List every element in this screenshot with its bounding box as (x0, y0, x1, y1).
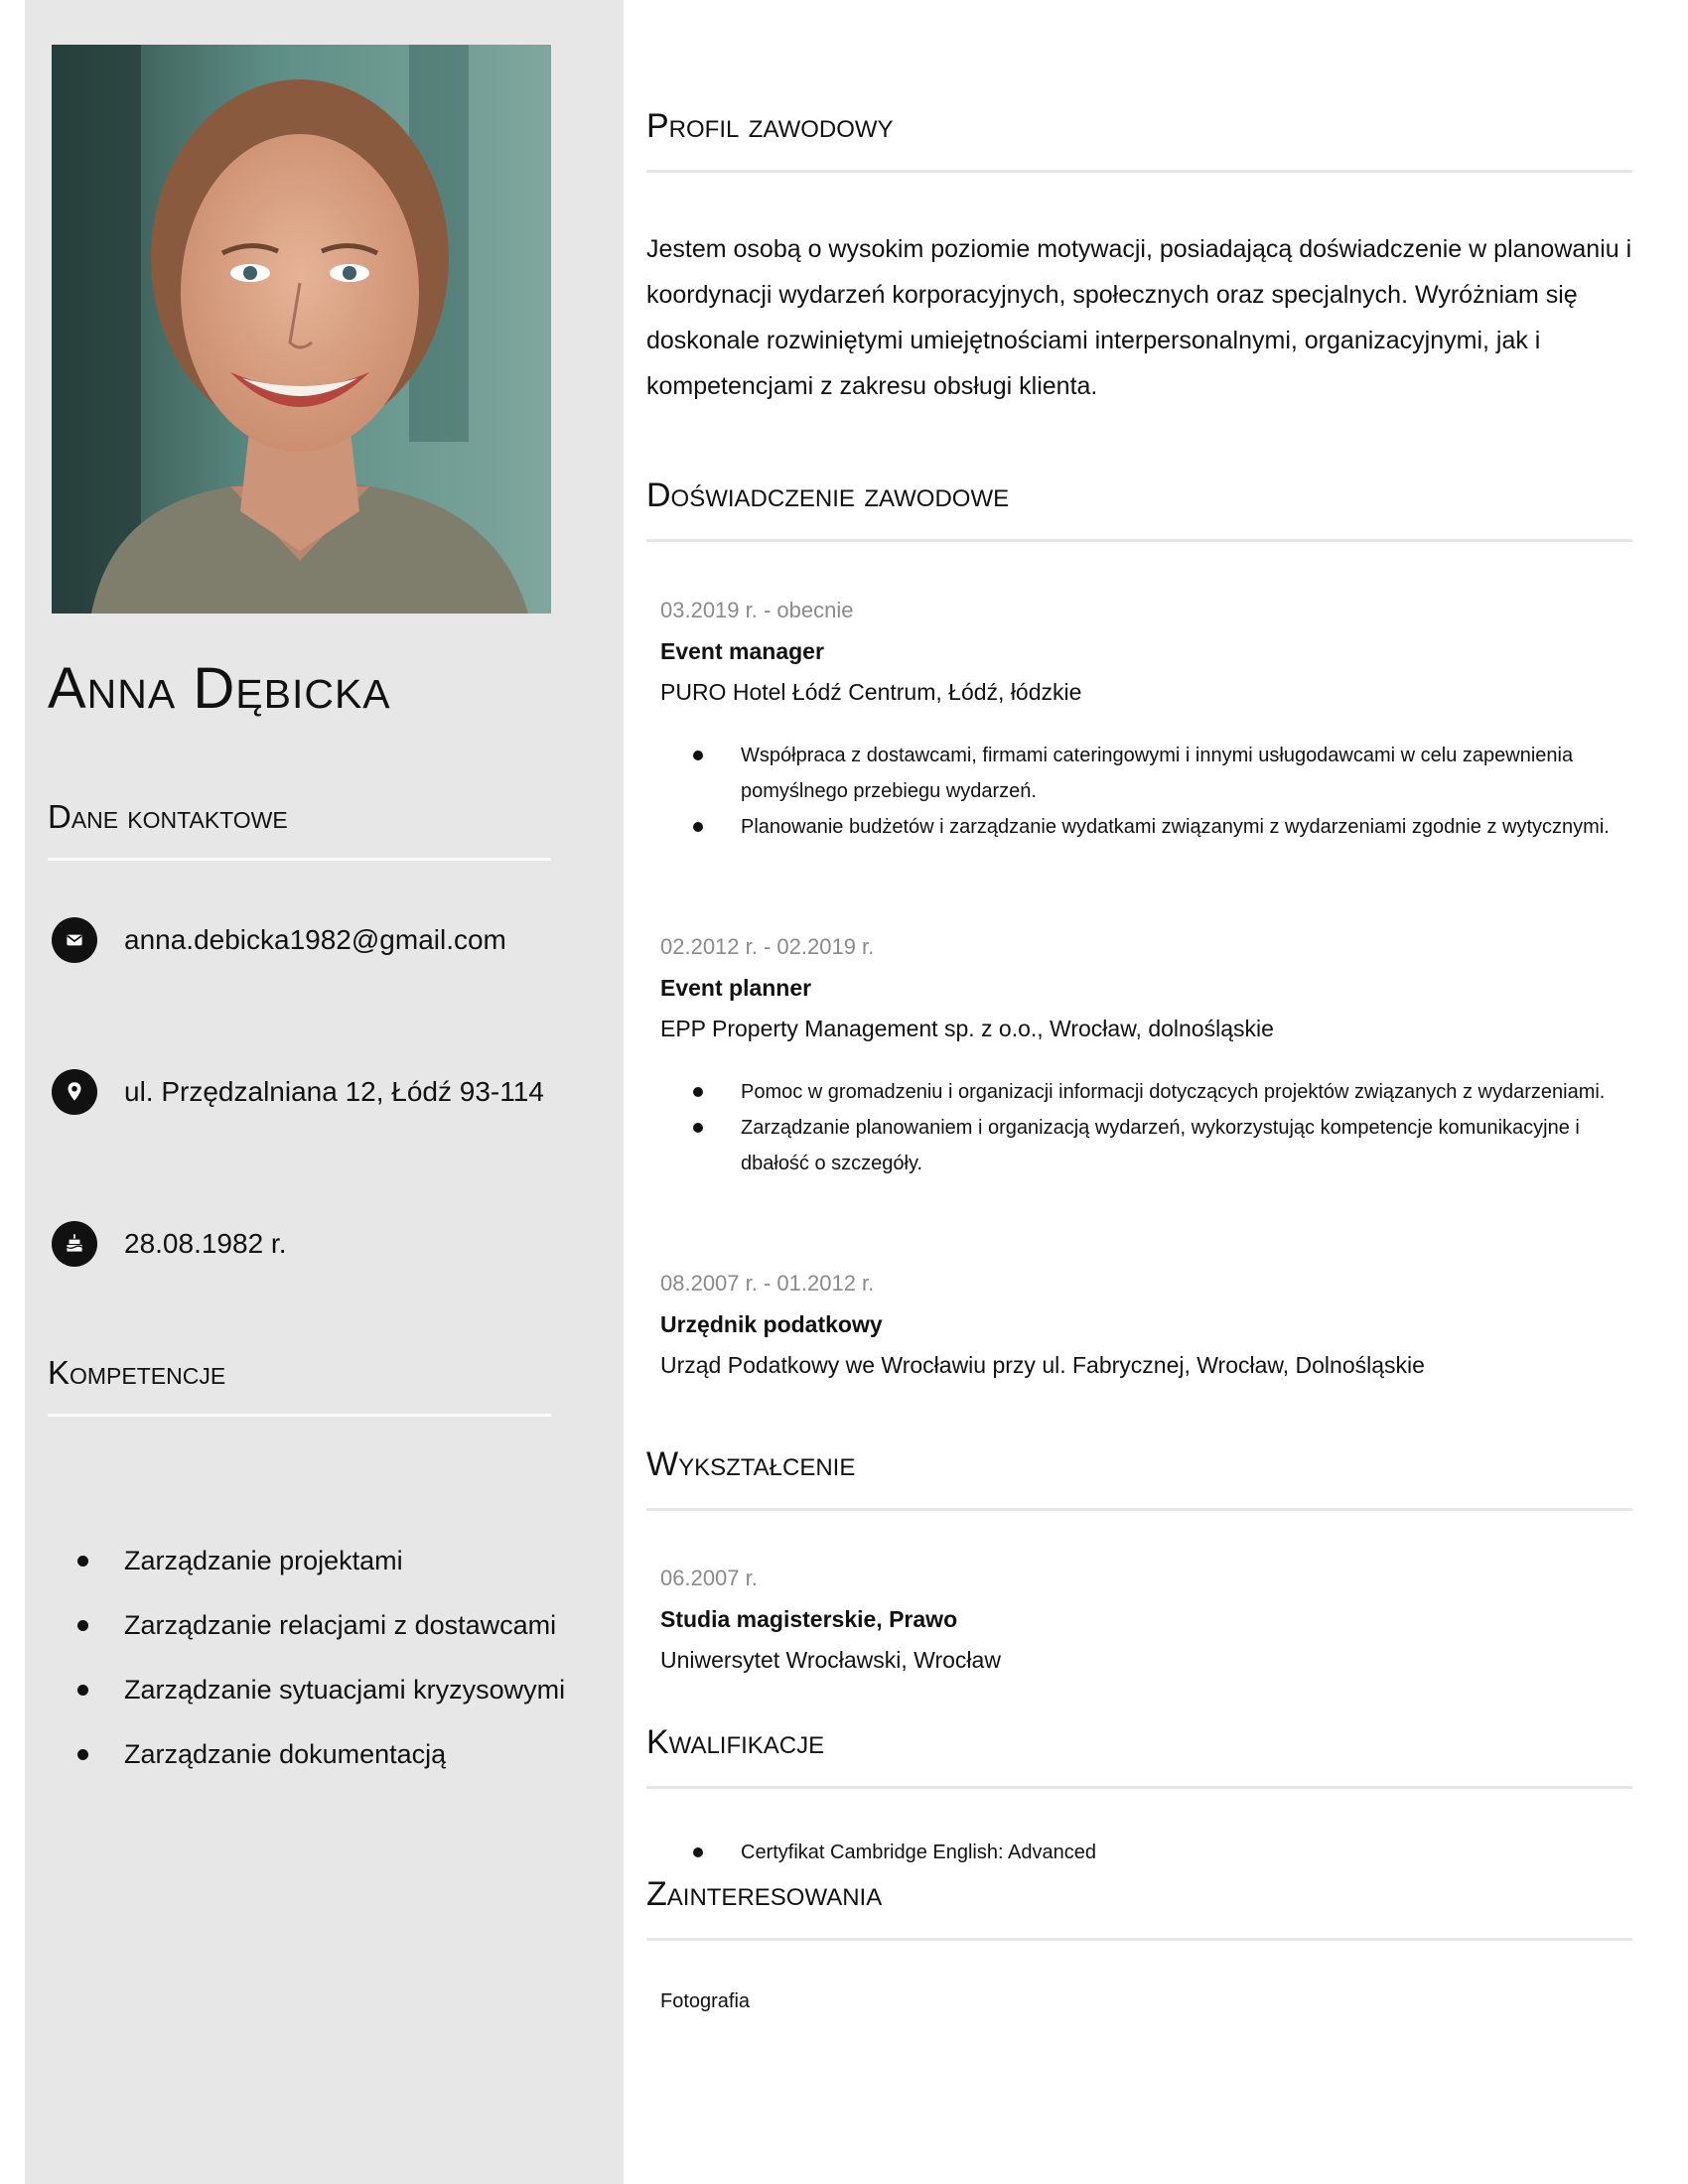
qualifications-heading: Kwalifikacje (646, 1723, 1632, 1789)
birthdate-text: 28.08.1982 r. (124, 1228, 287, 1259)
experience-heading: Doświadczenie zawodowe (646, 477, 1632, 542)
email-text[interactable]: anna.debicka1982@gmail.com (124, 924, 506, 955)
qualification-text: Certyfikat Cambridge English: Advanced (741, 1842, 1096, 1863)
bullet-text: Współpraca z dostawcami, firmami cateringowymi i innymi usługodawcami w celu zapewnienia pomyślnego przebiegu wydarzeń. (741, 745, 1574, 802)
education-school: Uniwersytet Wrocławski, Wrocław (660, 1647, 1001, 1673)
experience-entry (660, 591, 1633, 845)
education-title: Studia magisterskie, Prawo (660, 1606, 958, 1632)
bullet-dot (693, 1087, 703, 1097)
experience-title: Event planner (660, 975, 812, 1001)
contact-email[interactable] (52, 915, 506, 965)
bullet-text: Pomoc w gromadzeniu i organizacji informacji dotyczących projektów związanych z wydarzeniami. (741, 1081, 1606, 1103)
person-name: Anna Dębicka (48, 656, 391, 721)
skill-item (77, 1722, 565, 1787)
experience-company: PURO Hotel Łódź Centrum, Łódź, łódzkie (660, 679, 1082, 705)
contact-birthdate (52, 1219, 286, 1269)
bullet-dot (77, 1620, 88, 1631)
experience-entry (660, 927, 1633, 1181)
skill-label: Zarządzanie dokumentacją (124, 1739, 447, 1769)
profile-summary: Jestem osobą o wysokim poziomie motywacji, posiadającą doświadczenie w planowaniu i koordynacji wydarzeń korporacyjnych, społecznych oraz specjalnych. Wyróżniam się doskonale rozwiniętymi umiejętnościami interpersonalnymi, organizacyjnymi, jak i kompetencjami z zakresu obsługi klienta. (646, 235, 1632, 400)
location-pin-icon (52, 1069, 97, 1115)
bullet-dot (77, 1685, 88, 1696)
skill-label: Zarządzanie sytuacjami kryzysowymi (124, 1675, 566, 1705)
bullet-dot (693, 822, 703, 832)
experience-bullet (660, 809, 1633, 845)
skills-list (77, 1529, 565, 1787)
birthday-cake-icon (52, 1221, 97, 1267)
experience-bullets (660, 738, 1633, 845)
experience-title: Urzędnik podatkowy (660, 1311, 883, 1337)
experience-bullet (660, 1074, 1633, 1110)
skill-label: Zarządzanie relacjami z dostawcami (124, 1610, 557, 1640)
bullet-dot (77, 1556, 88, 1567)
profile-photo (52, 45, 551, 614)
education-date: 06.2007 r. (660, 1566, 758, 1590)
qualification-item (660, 1835, 1633, 1870)
skill-item (77, 1593, 565, 1658)
contact-address (52, 1067, 544, 1117)
experience-bullet (660, 738, 1633, 809)
bullet-text: Planowanie budżetów i zarządzanie wydatkami związanymi z wydarzeniami zgodnie z wytycznymi. (741, 816, 1610, 838)
bullet-text: Zarządzanie planowaniem i organizacją wydarzeń, wykorzystując kompetencje komunikacyjne i dbałość o szczegóły. (741, 1117, 1580, 1174)
interest-item: Fotografia (660, 1990, 751, 2012)
contact-heading: Dane kontaktowe (48, 798, 551, 861)
skill-item (77, 1658, 565, 1722)
bullet-dot (693, 1847, 703, 1857)
bullet-dot (77, 1749, 88, 1760)
bullet-dot (693, 1123, 703, 1133)
experience-date: 08.2007 r. - 01.2012 r. (660, 1271, 875, 1296)
experience-title: Event manager (660, 638, 824, 664)
experience-bullets (660, 1074, 1633, 1181)
experience-bullet (660, 1110, 1633, 1181)
address-text: ul. Przędzalniana 12, Łódź 93-114 (124, 1076, 544, 1107)
experience-company: Urząd Podatkowy we Wrocławiu przy ul. Fabrycznej, Wrocław, Dolnośląskie (660, 1352, 1425, 1378)
experience-entry (660, 1264, 1633, 1385)
education-entry (660, 1559, 1633, 1680)
education-heading: Wykształcenie (646, 1445, 1632, 1511)
skill-label: Zarządzanie projektami (124, 1546, 403, 1575)
interests-heading: Zainteresowania (646, 1875, 1632, 1941)
bullet-dot (693, 751, 703, 760)
skill-item (77, 1529, 565, 1593)
experience-date: 02.2012 r. - 02.2019 r. (660, 934, 875, 959)
envelope-icon (52, 917, 97, 963)
profile-heading: Profil zawodowy (646, 107, 1632, 173)
portrait-image (52, 45, 551, 614)
experience-date: 03.2019 r. - obecnie (660, 598, 854, 622)
skills-heading: Kompetencje (48, 1354, 551, 1417)
experience-company: EPP Property Management sp. z o.o., Wrocław, dolnośląskie (660, 1016, 1274, 1041)
qualifications-list (660, 1835, 1633, 1870)
